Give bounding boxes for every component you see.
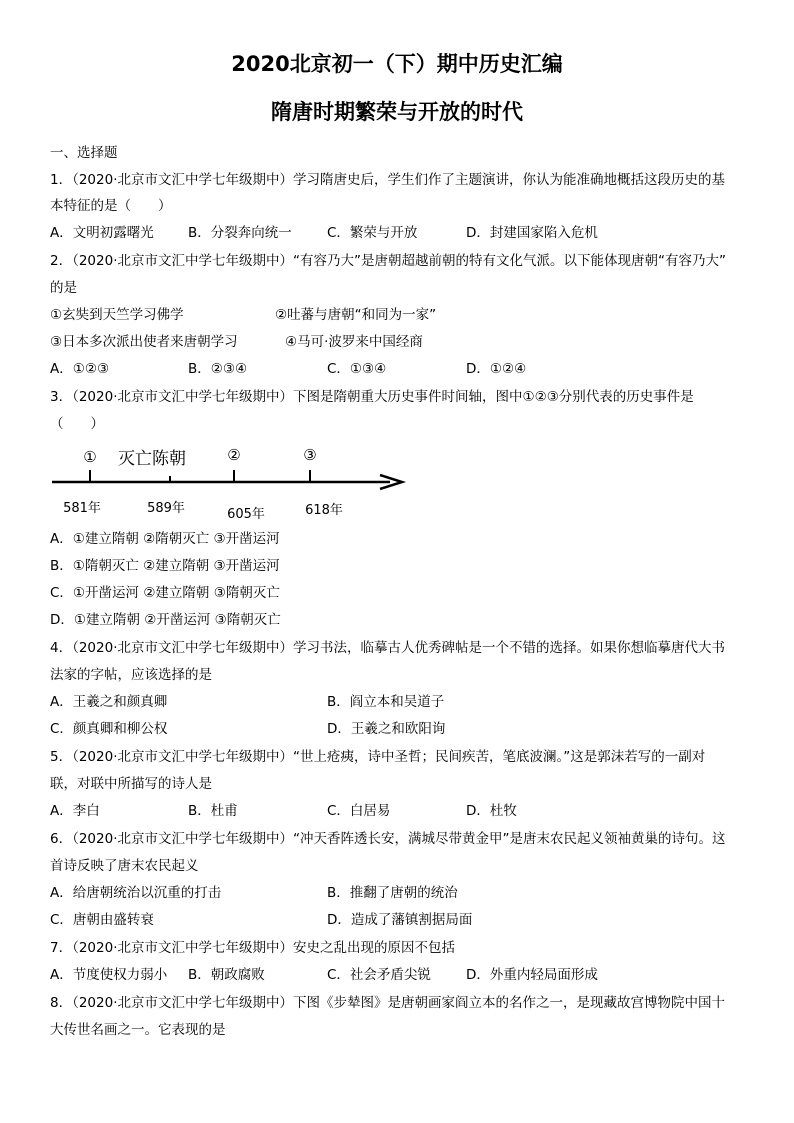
question-2-option-b: B．②③④ — [188, 361, 248, 377]
section-heading: 一、选择题 — [50, 145, 118, 161]
question-5-stem-cont: 联，对联中所描写的诗人是 — [50, 776, 212, 792]
timeline-marker-2: ② — [227, 446, 241, 464]
question-2-option-a: A．①②③ — [50, 361, 110, 377]
question-1-stem-cont: 本特征的是（ ） — [50, 198, 172, 214]
question-1-stem: 1．（2020·北京市文汇中学七年级期中）学习隋唐史后，学生们作了主题演讲，你认为能准确地概括这段历史的基 — [50, 172, 725, 188]
question-5-stem: 5．（2020·北京市文汇中学七年级期中）“世上疮痍，诗中圣哲；民间疾苦，笔底波澜。”这是郭沫若写的一副对 — [50, 749, 706, 765]
question-6-option-c: C．唐朝由盛转衰 — [50, 912, 154, 928]
question-3-stem-cont: （ ） — [50, 416, 104, 432]
question-8-stem: 8．（2020·北京市文汇中学七年级期中）下图《步辇图》是唐朝画家阎立本的名作之一，是现藏故宫博物院中国十 — [50, 995, 725, 1011]
question-6-option-d: D．造成了藩镇割据局面 — [327, 912, 473, 928]
timeline-marker-1: ① — [83, 448, 97, 466]
question-7-option-c: C．社会矛盾尖锐 — [327, 967, 431, 983]
question-3-option-a: A．①建立隋朝 ②隋朝灭亡 ③开凿运河 — [50, 531, 280, 547]
question-1-option-b: B．分裂奔向统一 — [188, 225, 292, 241]
timeline-year-3: 605年 — [227, 507, 265, 522]
sui-timeline-figure — [50, 440, 420, 525]
question-6-stem: 6．（2020·北京市文汇中学七年级期中）“冲天香阵透长安，满城尽带黄金甲”是唐末农民起义领袖黄巢的诗句。这 — [50, 831, 726, 847]
question-1-option-c: C．繁荣与开放 — [327, 225, 418, 241]
question-7-stem: 7．（2020·北京市文汇中学七年级期中）安史之乱出现的原因不包括 — [50, 940, 455, 956]
question-2-statement-2: ②吐蕃与唐朝“和同为一家” — [275, 307, 437, 323]
question-2-stem: 2．（2020·北京市文汇中学七年级期中）“有容乃大”是唐朝超越前朝的特有文化气派。以下能体现唐朝“有容乃大” — [50, 253, 726, 269]
question-6-option-b: B．推翻了唐朝的统治 — [327, 885, 458, 901]
question-8-stem-cont: 大传世名画之一。它表现的是 — [50, 1022, 226, 1038]
timeline-marker-3: ③ — [303, 446, 317, 464]
question-5-option-d: D．杜牧 — [466, 803, 517, 819]
question-6-stem-cont: 首诗反映了唐末农民起义 — [50, 858, 199, 874]
question-4-option-d: D．王羲之和欧阳询 — [327, 721, 446, 737]
timeline-year-1: 581年 — [63, 501, 101, 516]
timeline-year-2: 589年 — [147, 501, 185, 516]
timeline-year-4: 618年 — [305, 503, 343, 518]
question-5-option-c: C．白居易 — [327, 803, 391, 819]
question-4-option-a: A．王羲之和颜真卿 — [50, 694, 168, 710]
question-4-option-b: B．阎立本和吴道子 — [327, 694, 445, 710]
question-1-option-d: D．封建国家陷入危机 — [466, 225, 598, 241]
document-title: 2020北京初一（下）期中历史汇编 — [231, 52, 563, 76]
question-3-option-b: B．①隋朝灭亡 ②建立隋朝 ③开凿运河 — [50, 558, 280, 574]
question-7-option-b: B．朝政腐败 — [188, 967, 265, 983]
document-subtitle: 隋唐时期繁荣与开放的时代 — [271, 100, 523, 124]
question-3-stem: 3．（2020·北京市文汇中学七年级期中）下图是隋朝重大历史事件时间轴，图中①②③分别代表的历史事件是 — [50, 389, 694, 405]
timeline-event-label: 灭亡陈朝 — [118, 449, 186, 469]
question-2-option-c: C．①③④ — [327, 361, 387, 377]
question-2-statement-4: ④马可·波罗来中国经商 — [285, 334, 423, 350]
question-3-option-c: C．①开凿运河 ②建立隋朝 ③隋朝灭亡 — [50, 585, 280, 601]
question-7-option-d: D．外重内轻局面形成 — [466, 967, 598, 983]
question-1-option-a: A．文明初露曙光 — [50, 225, 154, 241]
question-7-option-a: A．节度使权力弱小 — [50, 967, 168, 983]
question-4-option-c: C．颜真卿和柳公权 — [50, 721, 168, 737]
question-2-statement-1: ①玄奘到天竺学习佛学 — [50, 307, 184, 323]
question-2-option-d: D．①②④ — [466, 361, 527, 377]
question-2-statement-3: ③日本多次派出使者来唐朝学习 — [50, 334, 238, 350]
question-4-stem: 4．（2020·北京市文汇中学七年级期中）学习书法，临摹古人优秀碑帖是一个不错的选择。如果你想临摹唐代大书 — [50, 640, 725, 656]
question-2-stem-cont: 的是 — [50, 280, 77, 296]
question-3-option-d: D．①建立隋朝 ②开凿运河 ③隋朝灭亡 — [50, 612, 281, 628]
question-6-option-a: A．给唐朝统治以沉重的打击 — [50, 885, 222, 901]
question-5-option-a: A．李白 — [50, 803, 100, 819]
question-4-stem-cont: 法家的字帖，应该选择的是 — [50, 667, 212, 683]
question-5-option-b: B．杜甫 — [188, 803, 238, 819]
